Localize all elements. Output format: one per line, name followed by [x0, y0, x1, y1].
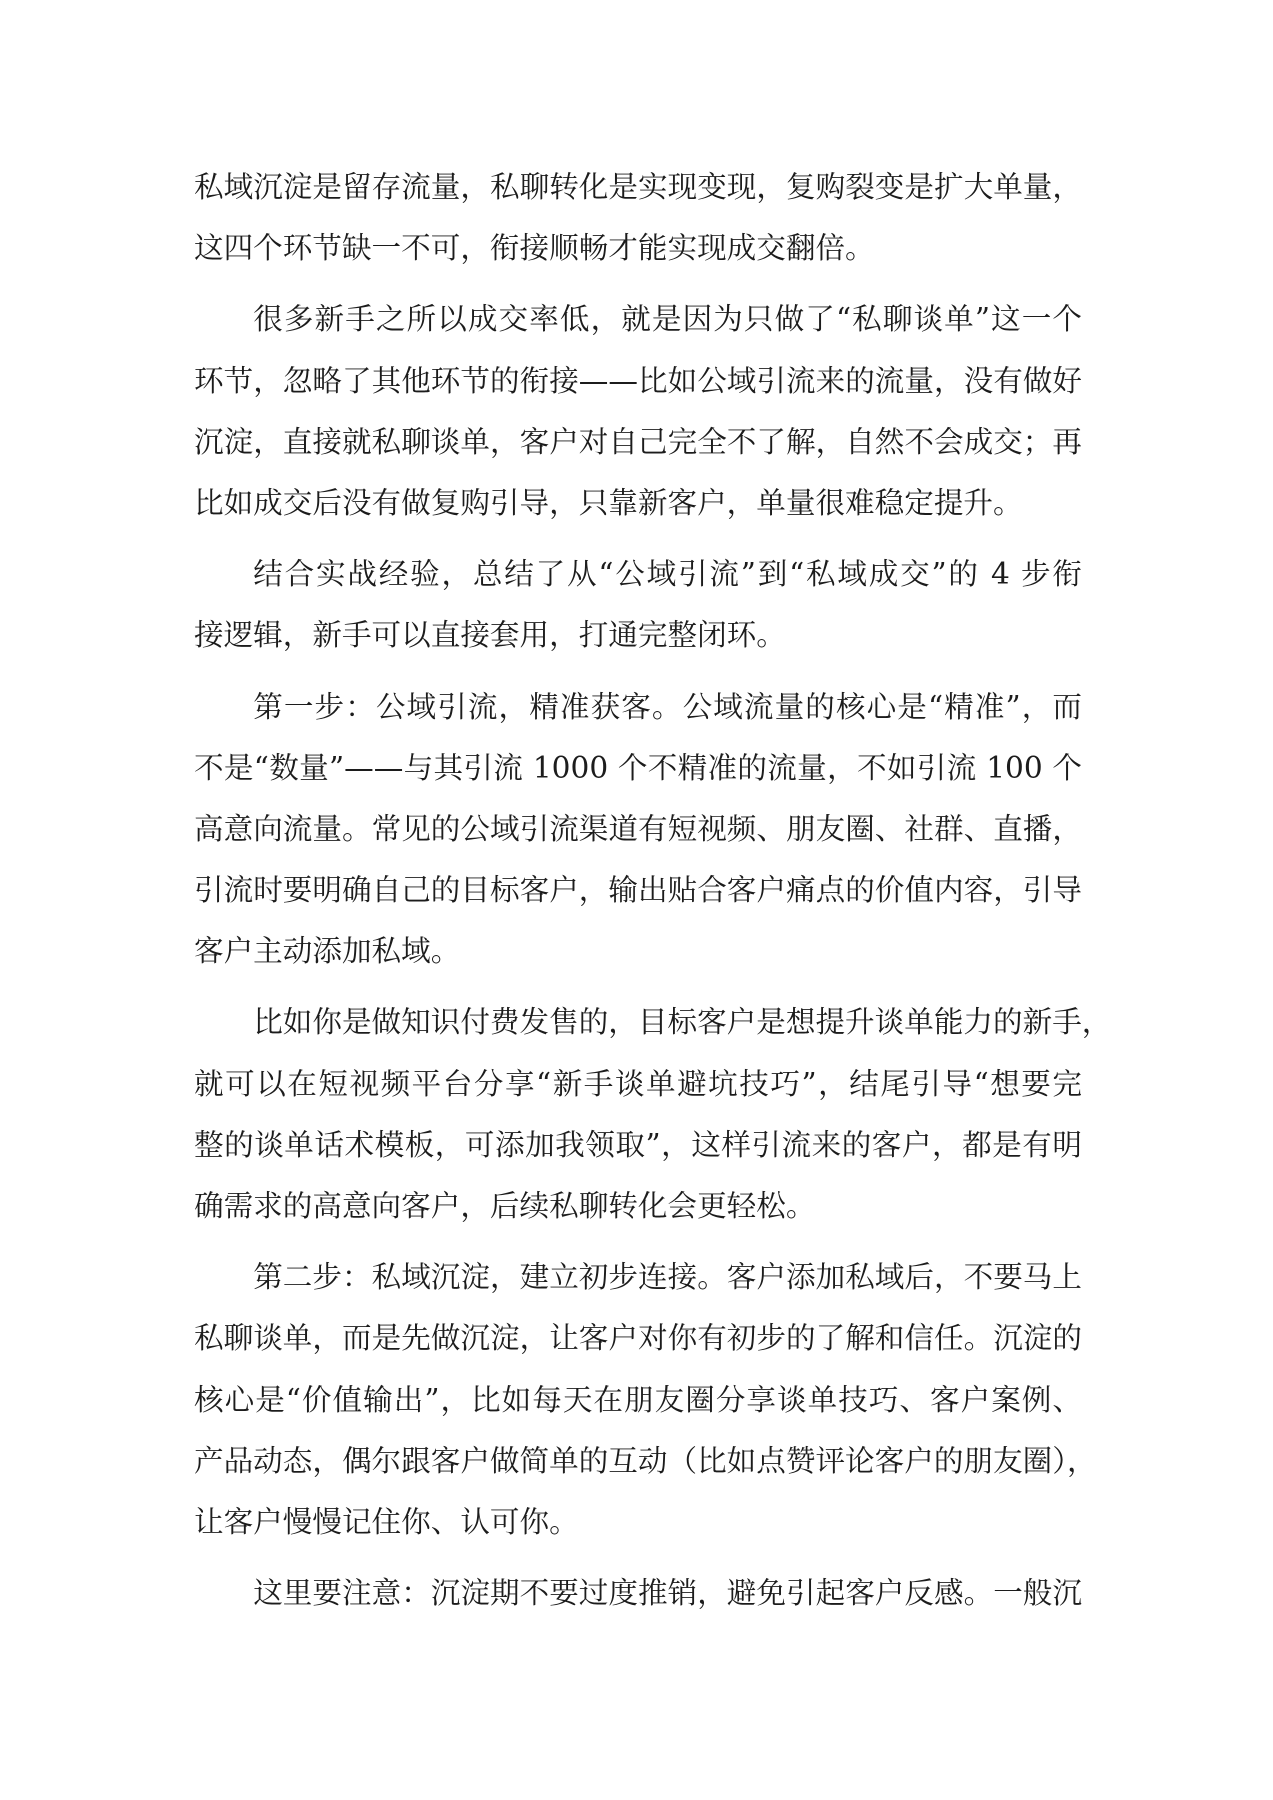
- text-line: 产品动态，偶尔跟客户做简单的互动（比如点赞评论客户的朋友圈），: [194, 1443, 1097, 1478]
- text-line: 沉淀，直接就私聊谈单，客户对自己完全不了解，自然不会成交；再: [194, 424, 1082, 459]
- text-line: 很多新手之所以成交率低，就是因为只做了“私聊谈单”这一个: [253, 302, 1082, 337]
- text-line: 这四个环节缺一不可，衔接顺畅才能实现成交翻倍。: [194, 231, 875, 266]
- text-line: 比如成交后没有做复购引导，只靠新客户，单量很难稳定提升。: [194, 485, 1023, 520]
- paragraph: [194, 1247, 1097, 1553]
- text-line: 私域沉淀是留存流量，私聊转化是实现变现，复购裂变是扩大单量，: [194, 170, 1082, 204]
- paragraph: [194, 157, 1082, 279]
- text-line: 环节，忽略了其他环节的衔接——比如公域引流来的流量，没有做好: [194, 363, 1082, 398]
- body-text: [194, 157, 1112, 1634]
- text-line: 第二步：私域沉淀，建立初步连接。客户添加私域后，不要马上: [253, 1260, 1082, 1295]
- text-line: 不是“数量”——与其引流 1000 个不精准的流量，不如引流 100 个: [194, 750, 1082, 785]
- text-line: 第一步：公域引流，精准获客。公域流量的核心是“精准”，而: [253, 689, 1082, 724]
- text-line: 引流时要明确自己的目标客户，输出贴合客户痛点的价值内容，引导: [194, 873, 1082, 908]
- text-line: 高意向流量。常见的公域引流渠道有短视频、朋友圈、社群、直播，: [194, 811, 1082, 846]
- text-line: 就可以在短视频平台分享“新手谈单避坑技巧”，结尾引导“想要完: [194, 1066, 1082, 1101]
- text-line: 这里要注意：沉淀期不要过度推销，避免引起客户反感。一般沉: [253, 1576, 1082, 1611]
- text-line: 整的谈单话术模板，可添加我领取”，这样引流来的客户，都是有明: [194, 1127, 1082, 1162]
- text-line: 比如你是做知识付费发售的，目标客户是想提升谈单能力的新手，: [253, 1005, 1112, 1040]
- paragraph: [194, 677, 1082, 983]
- paragraph: [194, 992, 1112, 1237]
- text-line: 私聊谈单，而是先做沉淀，让客户对你有初步的了解和信任。沉淀的: [194, 1321, 1082, 1356]
- text-line: 结合实战经验，总结了从“公域引流”到“私域成交”的 4 步衔: [253, 557, 1082, 592]
- text-line: 核心是“价值输出”，比如每天在朋友圈分享谈单技巧、客户案例、: [194, 1382, 1082, 1417]
- paragraph: [194, 1563, 1082, 1624]
- paragraph: [194, 544, 1082, 666]
- paragraph: [194, 289, 1082, 534]
- text-line: 客户主动添加私域。: [194, 934, 461, 969]
- text-line: 接逻辑，新手可以直接套用，打通完整闭环。: [194, 618, 786, 653]
- text-line: 确需求的高意向客户，后续私聊转化会更轻松。: [194, 1189, 816, 1223]
- text-line: 让客户慢慢记住你、认可你。: [194, 1504, 579, 1539]
